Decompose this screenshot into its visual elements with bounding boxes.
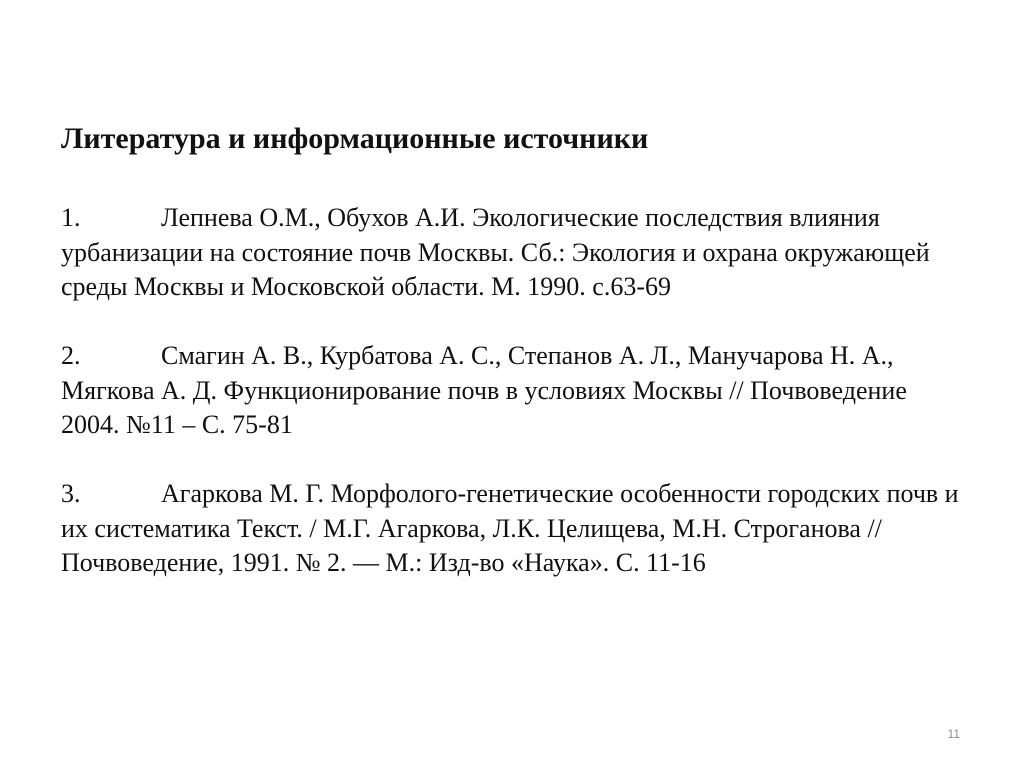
reference-number: 1. bbox=[61, 203, 81, 232]
reference-item-3 bbox=[61, 477, 961, 581]
reference-number: 2. bbox=[61, 341, 81, 370]
reference-text: Смагин А. В., Курбатова А. С., Степанов А. Л., Манучарова Н. А., Мягкова А. Д. Функционирование почв в условиях Москвы // Почвоведение 2004. №11 – С. 75-81 bbox=[61, 341, 907, 439]
page-number: 11 bbox=[947, 727, 960, 741]
reference-text: Агаркова М. Г. Морфолого-генетические особенности городских почв и их систематика Текст. / М.Г. Агаркова, Л.К. Целищева, М.Н. Строганова // Почвоведение, 1991. № 2. — М.: Изд-во «Наука». С. 11-16 bbox=[61, 479, 959, 577]
reference-text: Лепнева О.М., Обухов А.И. Экологические последствия влияния урбанизации на состояние почв Москвы. Сб.: Экология и охрана окружающей среды Москвы и Московской области. М. 1990. с.63-69 bbox=[61, 203, 930, 301]
reference-number: 3. bbox=[61, 479, 81, 508]
reference-list bbox=[61, 201, 961, 615]
reference-item-2 bbox=[61, 339, 961, 443]
slide-title: Литература и информационные источники bbox=[61, 122, 649, 155]
reference-item-1 bbox=[61, 201, 961, 305]
